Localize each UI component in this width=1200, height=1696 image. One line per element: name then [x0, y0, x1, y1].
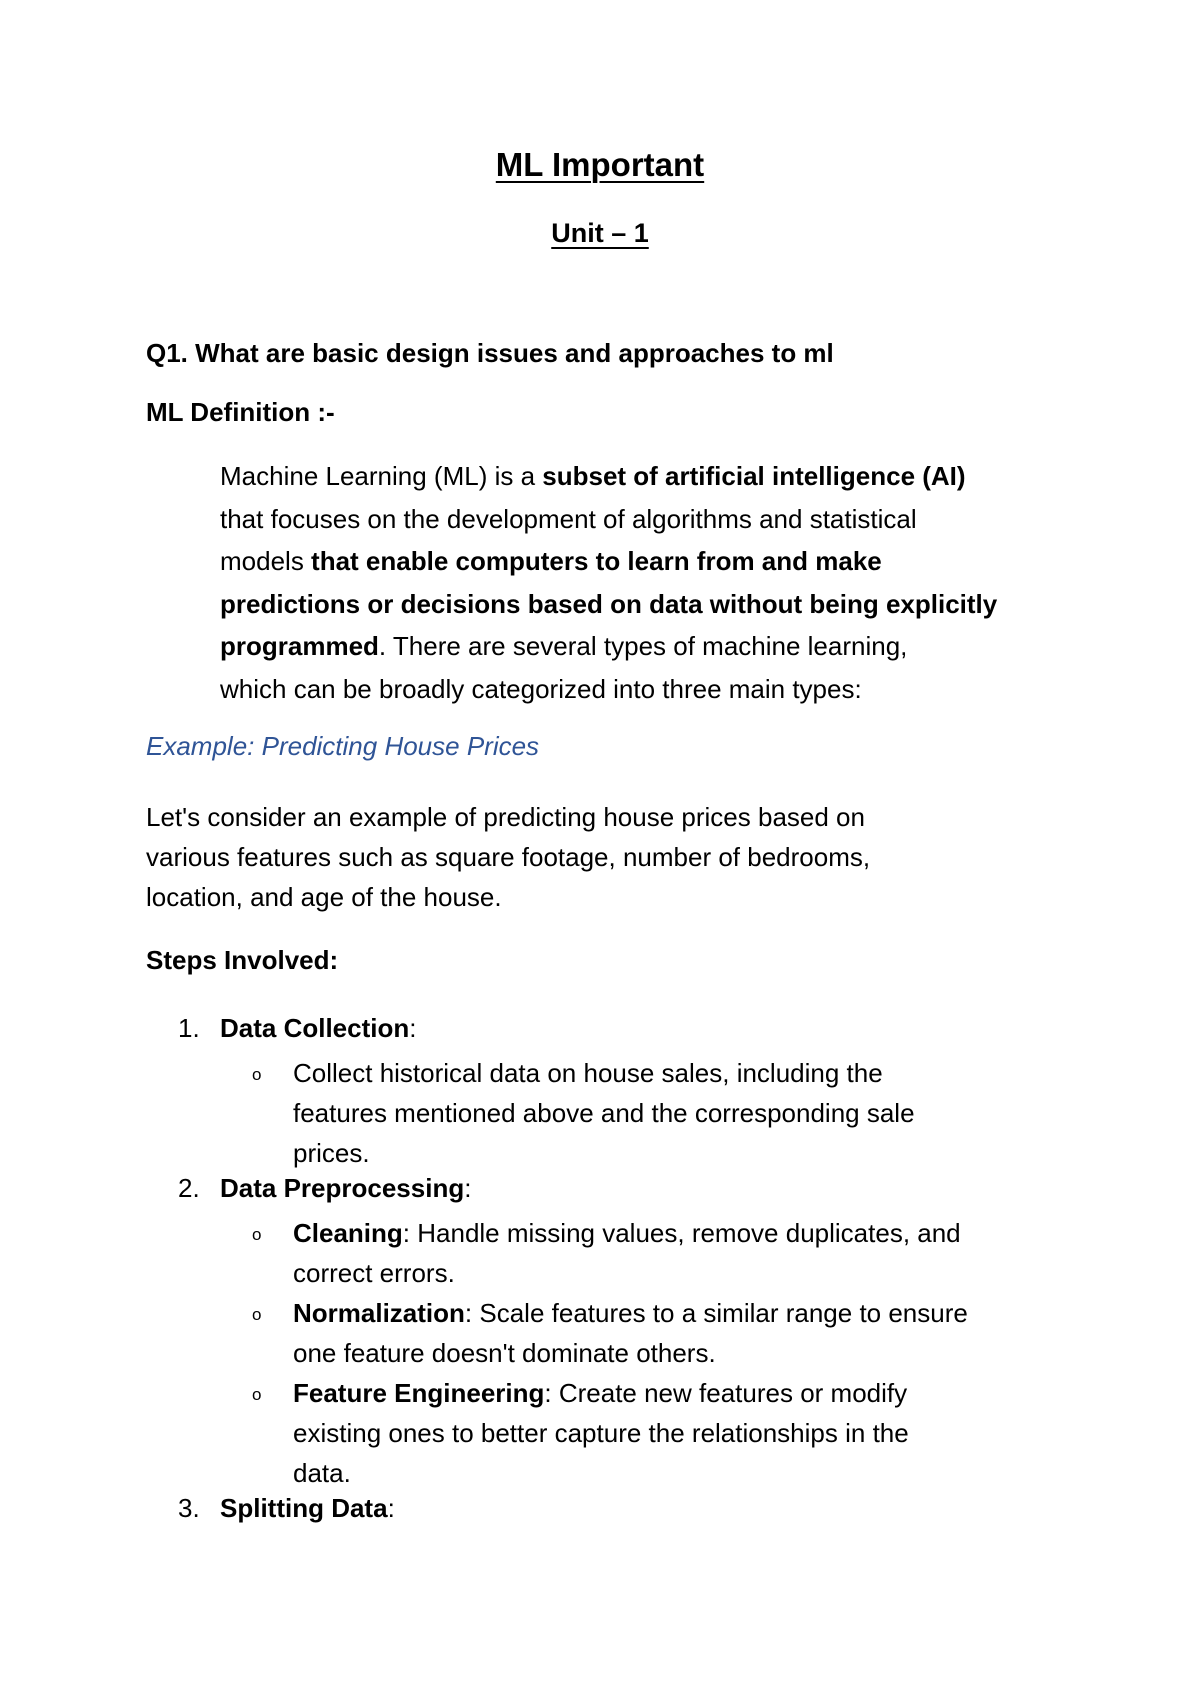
intro-paragraph: Let's consider an example of predicting house prices based on various features such as square footage, number of bedrooms, location, and age of the house. — [146, 802, 871, 912]
step-suffix: : — [464, 1173, 472, 1203]
step-label: Splitting Data — [220, 1493, 388, 1523]
definition-text: Machine Learning (ML) is a — [220, 461, 543, 491]
step-title — [220, 1013, 416, 1044]
definition-text: that focuses on the development of algorithms and statistical models — [220, 503, 917, 576]
step-label: Data Preprocessing — [220, 1173, 465, 1203]
sub-bullet-text: Collect historical data on house sales, including the features mentioned above and the corresponding sale prices. — [293, 1058, 915, 1168]
sub-bullet-label: Normalization — [293, 1298, 465, 1328]
bullet-icon: o — [252, 1225, 262, 1244]
sub-bullet-item — [0, 1053, 1200, 1173]
sub-bullet-item — [0, 1213, 1200, 1293]
step-number: 1. — [178, 1013, 200, 1043]
document-title: ML Important — [495, 146, 705, 183]
sub-bullet-body: : Scale features to a similar range to ensure one feature doesn't dominate others. — [293, 1298, 968, 1368]
steps-heading: Steps Involved: — [146, 945, 339, 975]
steps-list — [0, 1013, 1200, 1533]
definition-paragraph — [220, 455, 1080, 710]
step-suffix: : — [387, 1493, 395, 1523]
question-heading: Q1. What are basic design issues and approaches to ml — [146, 338, 834, 368]
sub-bullet-label: Feature Engineering — [293, 1378, 545, 1408]
step-suffix: : — [409, 1013, 417, 1043]
step-number: 2. — [178, 1173, 200, 1203]
step-item — [0, 1013, 1200, 1053]
sub-bullet-text — [293, 1213, 1083, 1293]
sub-bullet-item — [0, 1293, 1200, 1373]
sub-bullet-text — [293, 1373, 1083, 1493]
definition-text: . There are several types of machine learning, which can be broadly categorized into three main types: — [220, 631, 908, 704]
sub-bullet-label: Cleaning — [293, 1218, 403, 1248]
unit-heading: Unit – 1 — [551, 218, 649, 248]
step-number: 3. — [178, 1493, 200, 1523]
bullet-icon: o — [252, 1065, 262, 1084]
step-label: Data Collection — [220, 1013, 410, 1043]
definition-heading: ML Definition :- — [146, 397, 335, 427]
bullet-icon: o — [252, 1385, 262, 1404]
definition-bold-text: subset of artificial intelligence (AI) — [542, 461, 966, 491]
step-title — [220, 1173, 471, 1204]
sub-bullet-body: : Create new features or modify existing ones to better capture the relationships in the data. — [293, 1378, 909, 1488]
example-heading: Example: Predicting House Prices — [146, 731, 540, 761]
sub-bullet-text — [293, 1293, 1083, 1373]
step-item — [0, 1173, 1200, 1213]
definition-bold-text: that enable computers to learn from and make predictions or decisions based on data without being explicitly programmed — [220, 546, 998, 661]
step-title — [220, 1493, 395, 1524]
sub-bullet-body: : Handle missing values, remove duplicates, and correct errors. — [293, 1218, 961, 1288]
step-item — [0, 1493, 1200, 1533]
bullet-icon: o — [252, 1305, 262, 1324]
sub-bullet-item — [0, 1373, 1200, 1493]
